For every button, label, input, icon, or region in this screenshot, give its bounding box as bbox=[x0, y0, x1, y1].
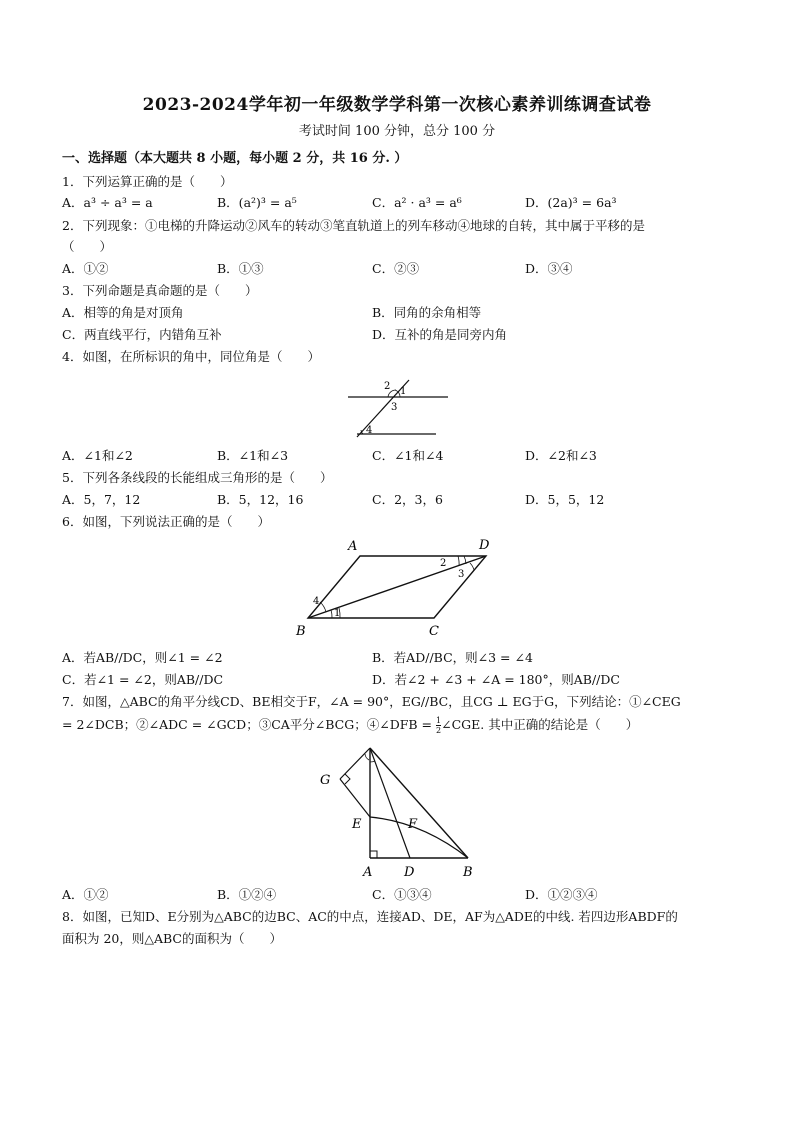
question-8-stem: 8．如图，已知D、E分别为△ABC的边BC、AC的中点，连接AD、DE，AF为△ADE的中线. 若四边形ABDF的 bbox=[62, 909, 678, 924]
q2-option-a: A．①② bbox=[62, 261, 109, 276]
q7-label-e: E bbox=[352, 817, 362, 832]
q7-label-g: G bbox=[320, 773, 331, 788]
q7-stem-part-b: ∠CGE. 其中正确的结论是（ ） bbox=[441, 717, 639, 732]
q2-option-d: D．③④ bbox=[525, 261, 573, 276]
q4-label-2: 2 bbox=[384, 381, 391, 392]
q3-option-c: C．两直线平行，内错角互补 bbox=[62, 327, 222, 342]
q7-option-a: A．①② bbox=[62, 887, 109, 902]
exam-info: 考试时间 100 分钟，总分 100 分 bbox=[298, 124, 496, 139]
q7-option-d: D．①②③④ bbox=[525, 887, 598, 902]
q3-option-b: B．同角的余角相等 bbox=[372, 305, 482, 320]
q7-label-a: A bbox=[363, 865, 373, 880]
q4-option-d: D．∠2和∠3 bbox=[525, 448, 597, 463]
question-5-stem: 5．下列各条线段的长能组成三角形的是（ ） bbox=[62, 470, 333, 485]
q7-frac-num: 1 bbox=[436, 716, 442, 725]
q2-option-b: B．①③ bbox=[217, 261, 264, 276]
q6-label-d: D bbox=[479, 538, 490, 553]
question-4-stem: 4．如图，在所标识的角中，同位角是（ ） bbox=[62, 349, 320, 364]
q6-label-b: B bbox=[296, 624, 306, 639]
q4-option-b: B．∠1和∠3 bbox=[217, 448, 289, 463]
q7-option-c: C．①③④ bbox=[372, 887, 432, 902]
q6-label-3: 3 bbox=[458, 569, 465, 580]
q7-label-f: F bbox=[408, 817, 418, 832]
q1-option-a: A．a³ ÷ a³ = a bbox=[62, 195, 153, 210]
q6-label-4: 4 bbox=[313, 596, 320, 607]
q5-option-b: B．5，12，16 bbox=[217, 492, 304, 507]
q5-option-a: A．5，7，12 bbox=[62, 492, 141, 507]
q7-option-b: B．①②④ bbox=[217, 887, 277, 902]
q4-label-4: 4 bbox=[366, 425, 373, 436]
q7-figure bbox=[312, 742, 492, 882]
q1-option-c: C．a² · a³ = a⁶ bbox=[372, 195, 462, 210]
q7-stem-part-a: = 2∠DCB；②∠ADC = ∠GCD；③CA平分∠BCG；④∠DFB = bbox=[62, 717, 437, 732]
question-2-stem-cont: （ ） bbox=[62, 239, 113, 254]
q6-option-b: B．若AD//BC，则∠3 = ∠4 bbox=[372, 650, 533, 665]
question-3-stem: 3．下列命题是真命题的是（ ） bbox=[62, 283, 258, 298]
q7-label-b: B bbox=[463, 865, 473, 880]
q6-figure bbox=[292, 532, 502, 642]
question-8-stem-cont: 面积为 20，则△ABC的面积为（ ） bbox=[62, 931, 283, 946]
section-heading: 一、选择题（本大题共 8 小题，每小题 2 分，共 16 分. ） bbox=[62, 151, 408, 166]
q4-option-a: A．∠1和∠2 bbox=[62, 448, 133, 463]
q4-figure bbox=[344, 376, 454, 440]
q6-label-a: A bbox=[348, 539, 358, 554]
q3-option-d: D．互补的角是同旁内角 bbox=[372, 327, 508, 342]
q5-option-c: C．2，3，6 bbox=[372, 492, 443, 507]
q2-option-c: C．②③ bbox=[372, 261, 420, 276]
q4-option-c: C．∠1和∠4 bbox=[372, 448, 444, 463]
page-title: 2023-2024学年初一年级数学学科第一次核心素养训练调查试卷 bbox=[142, 95, 652, 115]
q4-label-3: 3 bbox=[391, 402, 398, 413]
question-7-stem-cont bbox=[62, 715, 638, 735]
q6-option-a: A．若AB//DC，则∠1 = ∠2 bbox=[62, 650, 223, 665]
q5-option-d: D．5，5，12 bbox=[525, 492, 605, 507]
q6-option-d: D．若∠2 + ∠3 + ∠A = 180°，则AB//DC bbox=[372, 672, 620, 687]
q6-option-c: C．若∠1 = ∠2，则AB//DC bbox=[62, 672, 224, 687]
question-7-stem: 7．如图，△ABC的角平分线CD、BE相交于F，∠A = 90°，EG//BC，且CG ⊥ EG于G，下列结论：①∠CEG bbox=[62, 694, 681, 709]
question-2-stem: 2．下列现象：①电梯的升降运动②风车的转动③笔直轨道上的列车移动④地球的自转，其中属于平移的是 bbox=[62, 218, 645, 233]
q3-option-a: A．相等的角是对顶角 bbox=[62, 305, 184, 320]
q7-label-d: D bbox=[404, 865, 415, 880]
q4-label-1: 1 bbox=[400, 386, 407, 397]
q1-option-d: D．(2a)³ = 6a³ bbox=[525, 195, 617, 210]
question-6-stem: 6．如图，下列说法正确的是（ ） bbox=[62, 514, 270, 529]
q6-label-1: 1 bbox=[334, 608, 341, 619]
question-1-stem: 1．下列运算正确的是（ ） bbox=[62, 174, 233, 189]
q1-option-b: B．(a²)³ = a⁵ bbox=[217, 195, 297, 210]
q6-label-2: 2 bbox=[440, 558, 447, 569]
q7-frac-den: 2 bbox=[436, 726, 442, 735]
q6-label-c: C bbox=[429, 624, 439, 639]
